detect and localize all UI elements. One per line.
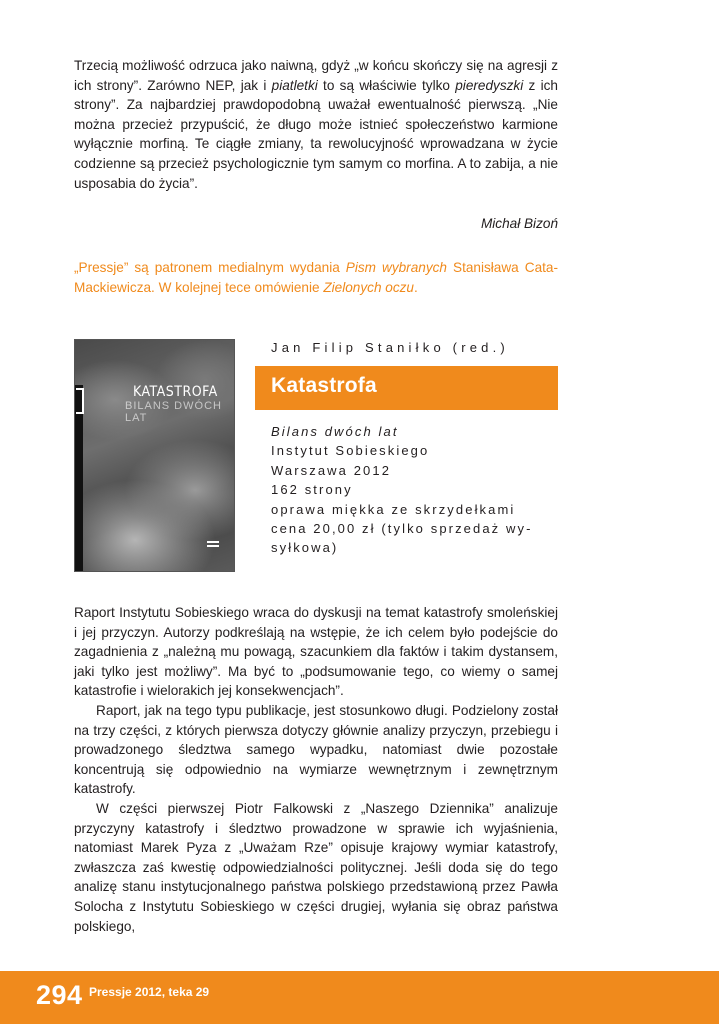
publisher-logo-icon	[207, 541, 219, 551]
cover-bracket-mark	[76, 388, 84, 414]
text-run: Stanisława Cata-Mackiewicza. W kolejnej tece omówienie	[74, 260, 558, 295]
book-price: cena 20,00 zł (tylko sprzedaż wy-	[271, 521, 533, 537]
cover-subtitle: BILANS DWÓCH LAT	[125, 400, 222, 424]
review-paragraph: W części pierwszej Piotr Falkowski z „Naszego Dziennika” analizuje przyczyny katastrofy i śledztwo prowadzone w sprawie ich wyjaśnienia, natomiast Marek Pyza z „Uważam Rze” opisuje krajowy wymiar katastrofy, zwłaszcza zaś kwestię odpowiedzialności politycznej. Jeśli doda się do tego analizę stanu instytucjonalnego państwa polskiego przedstawioną przez Pawła Solocha z Instytutu Sobieskiego w części drugiej, wyłania się obraz państwa polskiego,	[74, 800, 558, 934]
text-run: to są właściwie tylko	[317, 77, 456, 93]
italic-phrase: Zielonych oczu	[323, 279, 414, 295]
patron-note	[74, 258, 558, 297]
signature: Michał Bizoń	[480, 216, 558, 231]
book-subtitle: Bilans dwóch lat	[271, 424, 399, 439]
book-price-continued: syłkowa)	[271, 540, 339, 556]
book-details	[271, 422, 558, 558]
book-cover-image	[74, 339, 235, 572]
review-paragraph: Raport Instytutu Sobieskiego wraca do dyskusji na temat katastrofy smoleńskiej i jej przyczyn. Autorzy podkreślają na wstępie, że ich celem było podejście do zagadnienia z „należną mu powagą, szacunkiem dla faktów i takim dystansem, jaki tylko jest możliwy”. Ma być to „podsumowanie tego, co wiemy o samej katastrofie i wielorakich jej konsekwencjach”.	[74, 605, 558, 699]
italic-phrase: piatletki	[271, 77, 318, 93]
book-author: Jan Filip Staniłko (red.)	[271, 340, 509, 355]
text-run: .	[414, 279, 418, 295]
book-place-year: Warszawa 2012	[271, 462, 392, 478]
italic-phrase: Pism wybranych	[345, 260, 447, 275]
book-pages: 162 strony	[271, 482, 353, 498]
book-title: Katastrofa	[271, 374, 377, 397]
journal-name: Pressje 2012, teka 29	[89, 985, 210, 999]
book-title-bar	[255, 366, 558, 410]
text-run: „Pressje” są patronem medialnym wydania	[74, 260, 346, 275]
text-run: z ich strony”. Za najbardziej prawdopodobną uważał ewentualność pierwszą. „Nie można przecież przypuścić, że długo może istnieć społeczeństwo karmione wyłącznie morfiną. Te ciągłe zmiany, ta rewolucyjność wprowadzana w życie codzienne są przecież psychologicznie tym samym co morfina. A to zabija, a nie usposabia do życia”.	[74, 77, 558, 191]
book-binding: oprawa miękka ze skrzydełkami	[271, 501, 516, 517]
book-publisher: Instytut Sobieskiego	[271, 443, 430, 459]
review-paragraph: Raport, jak na tego typu publikacje, jest stosunkowo długi. Podzielony został na trzy części, z których pierwsza dotyczy głównie analizy przyczyn, przebiegu i prowadzonego śledztwa samego wypadku, natomiast dwie pozostałe koncentrują się odpowiednio na wymiarze wewnętrznym i zewnętrznym katastrofy.	[74, 702, 558, 797]
page-footer	[0, 971, 719, 1024]
italic-phrase: pieredyszki	[455, 77, 524, 93]
review-body	[74, 603, 558, 936]
intro-paragraph	[74, 56, 558, 193]
page-number: 294	[36, 980, 83, 1010]
text-run: Trzecią możliwość odrzuca jako naiwną, gdyż „w końcu skończy się na agresji z ich strony”. Zarówno NEP, jak i	[74, 58, 558, 93]
cover-title: KATASTROFA	[133, 384, 218, 400]
